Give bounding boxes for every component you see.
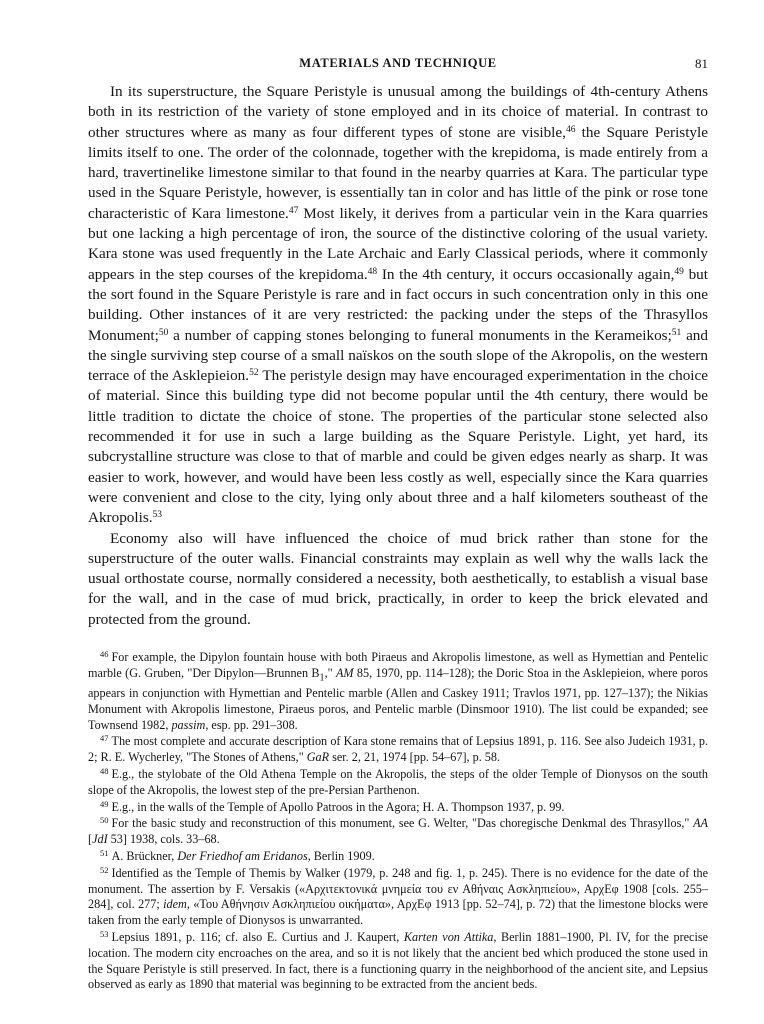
footnote-italic: idem (163, 897, 187, 912)
footnote-ref-52[interactable]: 52 (249, 368, 259, 379)
text-run: The peristyle design may have encouraged experimentation in the choice of material. Since this building type did not become popular until the 4th century, there would be little tradition to dictate the choice of stone. The properties of the particular stone selected also recommended it for use in such a large building as the Square Peristyle. Light, yet hard, its subcrystalline structure was close to that of marble and could be given edges nearly as sharp. It was easier to work, however, and would have been less costly as well, especially since the Kara quarries were convenient and close to the city, lying only about three and a half kilometers southeast of the Akropolis. (88, 367, 708, 527)
footnote-52 (88, 866, 708, 929)
footnote-text: For example, the Dipylon fountain house with both Piraeus and Akropolis limestone, as well as Hymettian and Pentelic marble (G. Gruben, "Der Dipylon—Brunnen B (88, 650, 708, 680)
footnote-text: 53] 1938, cols. 33–68. (107, 832, 220, 847)
footnote-text: ," (324, 665, 336, 680)
footnote-number: 50 (100, 815, 109, 826)
text-run: In the 4th century, it occurs occasionally again, (377, 265, 675, 283)
footnote-text: ser. 2, 21, 1974 [pp. 54–67], p. 58. (329, 750, 501, 765)
footnote-text: Identified as the Temple of Themis by Walker (1979, p. 248 and fig. 1, p. 245). There is no evidence for the date of the monument. The assertion by F. Versakis («Αρχιτεκτονικά μνημεία του εν Αθήναις Ασκληπιείου», ΑρχΕφ 1908 [cols. 255–284], col. 277; (88, 865, 708, 912)
footnote-number: 47 (100, 733, 109, 744)
footnote-italic: Karten von Attika (403, 930, 494, 944)
paragraph-2: Economy also will have influenced the choice of mud brick rather than stone for the superstructure of the outer walls. Financial constraints may explain as well why the walls lack the usual orthostate course, normally considered a necessity, both aesthetically, to establish a visual base for the wall, and in the case of mud brick, practically, in order to keep the brick elevated and protected from the ground. (88, 529, 708, 628)
footnote-53 (88, 930, 708, 993)
footnote-48 (88, 767, 708, 799)
footnote-italic: JdI (92, 832, 108, 847)
footnote-ref-51[interactable]: 51 (671, 327, 682, 338)
footnote-number: 53 (100, 929, 109, 939)
page-number: 81 (695, 56, 708, 71)
footnote-italic: AM (335, 665, 354, 680)
text-run: a number of capping stones belonging to funeral monuments in the Kerameikos; (168, 326, 672, 344)
footnote-number: 51 (100, 848, 109, 859)
footnote-text: E.g., in the walls of the Temple of Apollo Patroos in the Agora; H. A. Thompson 1937, p. 99. (111, 799, 565, 814)
footnote-number: 48 (100, 766, 109, 777)
footnote-47 (88, 734, 708, 766)
footnote-49 (88, 800, 708, 816)
footnotes (88, 650, 708, 993)
paragraph-1 (88, 82, 708, 529)
footnote-text: , «Του Αθήνησιν Ασκληπιείου οικήματα», ΑρχΕφ 1913 [pp. 52–74], p. 72) that the limestone blocks were taken from the early temple of Dionysos is unwarranted. (88, 897, 708, 928)
footnote-italic: passim (171, 717, 206, 732)
text-run: Most likely, it derives from a particular vein in the Kara quarries but one lacking a high percentage of iron, the source of the distinctive coloring of the usual variety. Kara stone was used frequently in the Late Archaic and Early Classical periods, where it commonly appears in the step courses of the krepidoma. (88, 204, 709, 283)
running-head: MATERIALS AND TECHNIQUE (299, 56, 497, 70)
footnote-text: The most complete and accurate description of Kara stone remains that of Lepsius 1891, p. 116. See also Judeich 1931, p. 2; R. E. Wycherley, "The Stones of Athens," (88, 734, 708, 765)
text-run: In its superstructure, the Square Peristyle is unusual among the buildings of 4th-century Athens both in its restriction of the variety of stone employed and in its choice of material. In contrast to other structures where as many as four different types of stone are visible, (88, 83, 708, 141)
footnote-italic: AA (693, 816, 708, 831)
text-run: and the single surviving step course of a small naïskos on the south slope of the Akropolis, on the western terrace of the Asklepieion. (88, 326, 708, 385)
footnote-46 (88, 650, 708, 733)
footnote-text: [ (88, 832, 93, 847)
footnote-text: , esp. pp. 291–308. (205, 717, 298, 732)
text-run: the Square Peristyle limits itself to one. The order of the colonnade, together with the krepidoma, is made entirely from a hard, travertinelike limestone similar to that found in the nearby quarries at Kara. The particular type used in the Square Peristyle, however, is essentially tan in color and has little of the pink or rose tone characteristic of Kara limestone. (88, 123, 708, 222)
footnote-50 (88, 816, 708, 848)
footnote-text: , Berlin 1881–1900, Pl. IV, for the precise location. The modern city encroaches on the area, and so it is not likely that the ancient bed which produced the stone used in the Square Peristyle is still preserved. In fact, there is a functioning quarry in the neighborhood of the ancient site, and Lepsius observed as early as 1890 that material was beginning to be extracted from the ancient beds. (88, 930, 709, 992)
footnote-ref-50[interactable]: 50 (158, 327, 169, 338)
footnote-text: For the basic study and reconstruction of this monument, see G. Welter, "Das choregische Denkmal des Thrasyllos," (111, 816, 694, 831)
footnote-text: A. Brückner, (111, 849, 178, 864)
footnote-ref-49[interactable]: 49 (674, 266, 684, 277)
footnote-italic: GaR (306, 750, 330, 765)
footnote-text: E.g., the stylobate of the Old Athena Temple on the Akropolis, the steps of the older Temple of Dionysos on the south slope of the Akropolis, the lowest step of the pre-Persian Parthenon. (88, 767, 708, 797)
footnote-italic: Der Friedhof am Eridanos (177, 849, 308, 864)
text-run: but the sort found in the Square Peristyle is rare and in fact occurs in such concentration only in this one building. Other instances of it are very restricted: the packing under the steps of the Thrasyllos Monument; (88, 265, 708, 344)
footnote-ref-53[interactable]: 53 (152, 510, 163, 521)
footnote-text: Lepsius 1891, p. 116; cf. also E. Curtius and J. Kaupert, (111, 930, 404, 944)
footnote-number: 46 (100, 649, 109, 660)
footnote-text: 85, 1970, pp. 114–128); the Doric Stoa in the Asklepieion, where poros appears in conjunction with Hymettian and Pentelic marble (Allen and Caskey 1911; Travlos 1971, pp. 127–137); the Nikias Monument with Akropolis limestone, Piraeus poros, and Pentelic marble (Dinsmoor 1910). The list could be expanded; see Townsend 1982, (88, 665, 709, 732)
footnote-number: 52 (100, 864, 109, 875)
body-text (88, 82, 708, 630)
page-header (88, 56, 708, 78)
footnote-number: 49 (100, 798, 109, 809)
footnote-text: , Berlin 1909. (307, 849, 375, 864)
footnote-ref-48[interactable]: 48 (367, 266, 378, 277)
footnote-subscript: 1 (319, 672, 325, 684)
footnote-ref-47[interactable]: 47 (288, 205, 299, 216)
page (88, 56, 708, 994)
footnote-51 (88, 849, 708, 865)
footnote-ref-46[interactable]: 46 (565, 124, 576, 135)
